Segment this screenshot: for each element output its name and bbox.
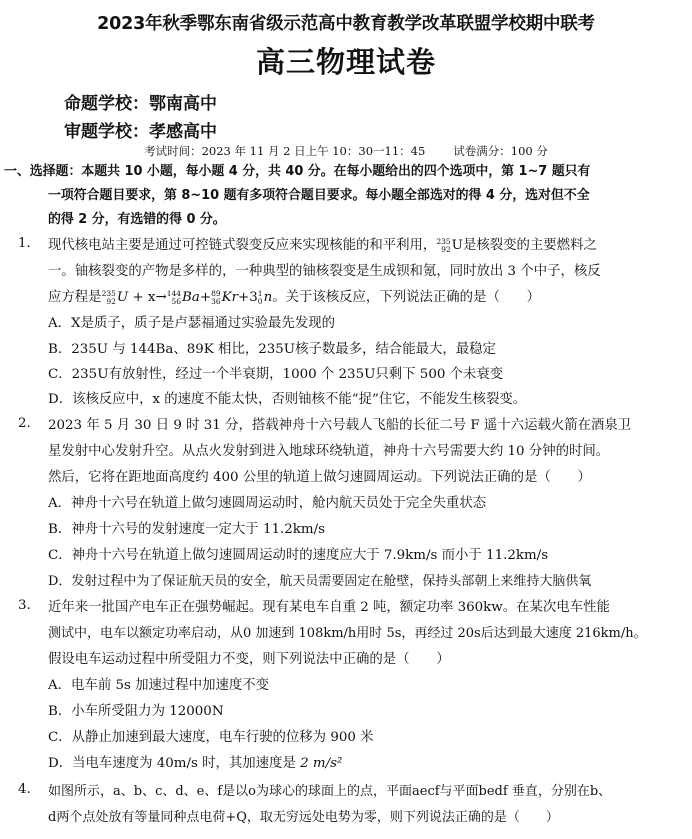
option-b: B．小车所受阻力为 12000N (48, 704, 224, 719)
option-d: D．当电车速度为 40m/s 时，其加速度是 2 m/s² (48, 756, 343, 771)
question-stem: d两个点处放有等量同种点电荷+Q，取无穷远处电势为零，则下列说法正确的是（ ） (48, 810, 559, 825)
question-stem: 现代核电站主要是通过可控链式裂变反应来实现核能的和平利用， 235 92 U是核裂变的主要燃料之 (48, 236, 597, 254)
reviewer-label: 审题学校： (64, 122, 149, 142)
question-stem: 测试中，电车以额定功率启动，从0 加速到 108km/h用时 5s，再经过 20s后达到最大速度 216km/h。 (48, 626, 647, 641)
option-b: B．235U 与 144Ba、89K 相比，235U核子数最多，结合能最大，最稳定 (48, 342, 496, 357)
question-number: 1. (18, 236, 31, 251)
option-d: D．该核反应中，x 的速度不能太快，否则铀核不能“捉”住它，不能发生核裂变。 (48, 392, 527, 407)
option-d: D．发射过程中为了保证航天员的安全，航天员需要固定在舱壁，保持头部朝上来维持大脑供氧 (48, 574, 592, 589)
proposer-label: 命题学校： (64, 94, 149, 114)
section-instructions-line3: 的得 2 分，有选错的得 0 分。 (48, 212, 226, 227)
exam-info (0, 143, 692, 159)
question-stem: 然后，它将在距地面高度约 400 公里的轨道上做匀速圆周运动。下列说法正确的是（ ） (48, 470, 591, 485)
option-a: A．神舟十六号在轨道上做匀速圆周运动时，舱内航天员处于完全失重状态 (48, 496, 487, 511)
question-stem: 星发射中心发射升空。从点火发射到进入地球环绕轨道，神舟十六号需要大约 10 分钟的时间。 (48, 444, 610, 459)
question-number: 2. (18, 416, 31, 431)
question-stem: 假设电车运动过程中所受阻力不变，则下列说法中正确的是（ ） (48, 652, 450, 667)
question-number: 3. (18, 598, 31, 613)
section-instructions-line1: 一、选择题：本题共 10 小题，每小题 4 分，共 40 分。在每小题给出的四个选项中，第 1~7 题只有 (4, 164, 591, 179)
reviewer-school: 孝感高中 (149, 122, 217, 142)
question-number: 4. (18, 782, 31, 797)
exam-time: 考试时间：2023 年 11 月 2 日上午 10：30一11：45 (144, 144, 426, 158)
isotope-notation: 235 92 (436, 236, 451, 254)
question-stem: 2023 年 5 月 30 日 9 时 31 分，搭载神舟十六号载人飞船的长征二号 F 遥十六运载火箭在酒泉卫 (48, 418, 632, 433)
exam-title: 2023年秋季鄂东南省级示范高中教育教学改革联盟学校期中联考 (97, 14, 595, 34)
question-stem: 应方程是 235 92 U + x→ 144 56 Ba+ 89 36 Kr+3 1 0 n。关于该核反应，下列说法正确的是（ ） (48, 288, 541, 306)
option-b: B．神舟十六号的发射速度一定大于 11.2km/s (48, 522, 325, 537)
question-stem: 如图所示，a、b、c、d、e、f是以o为球心的球面上的点，平面aecf与平面bedf 垂直，分别在b、 (48, 784, 612, 799)
exam-score: 试卷满分：100 分 (453, 144, 548, 158)
option-c: C．神舟十六号在轨道上做匀速圆周运动时的速度应大于 7.9km/s 而小于 11.2km/s (48, 548, 549, 563)
section-instructions-line2: 一项符合题目要求，第 8~10 题有多项符合题目要求。每小题全部选对的得 4 分，选对但不全 (48, 188, 590, 203)
option-a: A．电车前 5s 加速过程中加速度不变 (48, 678, 270, 693)
option-c: C．从静止加速到最大速度，电车行驶的位移为 900 米 (48, 730, 374, 745)
question-stem: 一。铀核裂变的产物是多样的，一种典型的铀核裂变是生成钡和氪，同时放出 3 个中子，核反 (48, 264, 601, 279)
question-stem: 近年来一批国产电车正在强势崛起。现有某电车自重 2 吨，额定功率 360kw。在某次电车性能 (48, 600, 610, 615)
option-c: C．235U有放射性，经过一个半衰期，1000 个 235U只剩下 500 个未衰变 (48, 367, 504, 382)
proposer-school: 鄂南高中 (149, 94, 217, 114)
reviewer-line (64, 117, 217, 142)
proposer-line (64, 89, 217, 114)
exam-subtitle: 高三物理试卷 (255, 45, 436, 79)
option-a: A．X是质子，质子是卢瑟福通过实验最先发现的 (48, 316, 336, 331)
